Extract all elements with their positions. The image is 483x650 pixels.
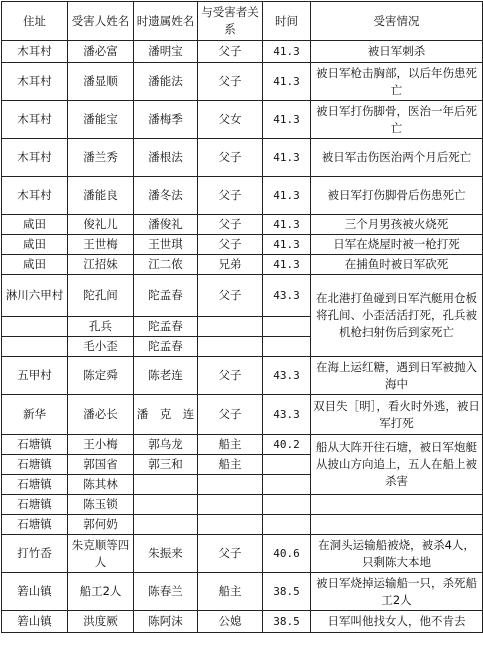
cell-victim: 潘能良 [68,177,134,215]
cell-address: 箬山镇 [2,611,68,633]
cell-relation [198,475,263,495]
cell-victim: 郭国省 [68,455,134,475]
cell-time: 41.3 [263,235,311,255]
cell-victim: 潘能宝 [68,101,134,139]
header-description: 受害情况 [311,2,483,41]
cell-address: 打竹岙 [2,535,68,573]
cell-relation [198,515,263,535]
cell-survivor: 王世琪 [134,235,198,255]
cell-relation: 船主 [198,573,263,611]
table-row [2,275,483,317]
cell-time [263,475,311,495]
cell-time: 41.3 [263,63,311,101]
cell-time: 41.3 [263,139,311,177]
cell-survivor [134,475,198,495]
cell-relation [198,495,263,515]
cell-description: 在洞头运输船被烧，被杀4人，只剩陈大本地 [311,535,483,573]
cell-time: 41.3 [263,101,311,139]
table-row [2,177,483,215]
cell-time: 38.5 [263,611,311,633]
cell-address: 木耳村 [2,177,68,215]
cell-description [311,515,483,535]
cell-relation: 公媳 [198,611,263,633]
cell-victim: 郭何奶 [68,515,134,535]
cell-relation [198,337,263,357]
table-row [2,63,483,101]
cell-relation: 船主 [198,455,263,475]
cell-relation: 父子 [198,357,263,395]
cell-address: 咸田 [2,255,68,275]
cell-survivor [134,495,198,515]
cell-address: 石塘镇 [2,475,68,495]
cell-survivor: 陈春兰 [134,573,198,611]
cell-address [2,337,68,357]
cell-relation: 父子 [198,139,263,177]
table-row [2,611,483,633]
header-survivor: 时遗属姓名 [134,2,198,41]
cell-survivor: 陀孟春 [134,317,198,337]
victims-table [1,1,483,633]
cell-time: 41.3 [263,255,311,275]
cell-time: 40.6 [263,535,311,573]
cell-survivor: 潘梅季 [134,101,198,139]
cell-relation: 父子 [198,215,263,235]
cell-description: 在海上运红糖，遇到日军被抛入海中 [311,357,483,395]
cell-victim: 王世梅 [68,235,134,255]
cell-victim: 陈定舜 [68,357,134,395]
cell-survivor: 郭乌龙 [134,435,198,455]
cell-relation: 父子 [198,535,263,573]
cell-survivor: 潘俊礼 [134,215,198,235]
table-row [2,573,483,611]
cell-description [311,495,483,515]
cell-description: 双目失［明］，看火时外逃，被日军打死 [311,395,483,435]
cell-address: 新华 [2,395,68,435]
cell-victim: 俊礼儿 [68,215,134,235]
cell-time: 41.3 [263,177,311,215]
cell-survivor: 郭三和 [134,455,198,475]
cell-survivor: 潘 克 连 [134,395,198,435]
cell-address: 石塘镇 [2,455,68,475]
cell-victim: 江招妹 [68,255,134,275]
cell-address: 咸田 [2,215,68,235]
cell-description: 在捕鱼时被日军砍死 [311,255,483,275]
table-row [2,395,483,435]
cell-survivor: 陈阿沫 [134,611,198,633]
cell-description: 在北港打鱼碰到日军汽艇用仓板将孔间、小歪活活打死，孔兵被机枪扫射伤后到家死亡 [311,275,483,357]
cell-address: 咸田 [2,235,68,255]
cell-relation: 船主 [198,435,263,455]
cell-description: 日军在烧屋时被一枪打死 [311,235,483,255]
cell-relation: 父子 [198,63,263,101]
cell-address: 箬山镇 [2,573,68,611]
cell-description: 被日军刺杀 [311,41,483,63]
cell-time [263,317,311,337]
header-relation: 与受害者关系 [198,2,263,41]
table-row [2,435,483,455]
table-row [2,215,483,235]
cell-victim: 陀孔间 [68,275,134,317]
cell-victim: 陈其林 [68,475,134,495]
table-row [2,139,483,177]
cell-address: 木耳村 [2,63,68,101]
cell-relation: 父子 [198,41,263,63]
cell-victim: 潘必长 [68,395,134,435]
cell-address: 木耳村 [2,139,68,177]
header-time: 时间 [263,2,311,41]
cell-survivor: 陀孟春 [134,337,198,357]
cell-description: 被日军击伤医治两个月后死亡 [311,139,483,177]
cell-survivor: 陈老连 [134,357,198,395]
cell-victim: 陈玉锁 [68,495,134,515]
cell-time [263,337,311,357]
table-row [2,495,483,515]
cell-time [263,455,311,475]
cell-victim: 朱克顺等四人 [68,535,134,573]
cell-victim: 孔兵 [68,317,134,337]
cell-time: 38.5 [263,573,311,611]
cell-description: 船从大阵开往石塘，被日军炮艇从披山方向追上，五人在船上被杀害 [311,435,483,495]
cell-victim: 王小梅 [68,435,134,455]
cell-victim: 潘显顺 [68,63,134,101]
cell-time: 43.3 [263,357,311,395]
cell-address: 五甲村 [2,357,68,395]
table-row [2,515,483,535]
cell-time [263,495,311,515]
table-row [2,255,483,275]
table-header-row [2,2,483,41]
cell-survivor: 陀孟春 [134,275,198,317]
cell-victim: 潘兰秀 [68,139,134,177]
cell-survivor: 江二侬 [134,255,198,275]
cell-address: 石塘镇 [2,515,68,535]
table-row [2,235,483,255]
cell-relation: 父子 [198,177,263,215]
cell-time: 41.3 [263,41,311,63]
cell-address: 木耳村 [2,41,68,63]
cell-description: 日军叫他找女人，他不肯去 [311,611,483,633]
table-row [2,357,483,395]
cell-victim: 潘必富 [68,41,134,63]
header-victim: 受害人姓名 [68,2,134,41]
cell-address: 石塘镇 [2,435,68,455]
cell-description: 三个月男孩被火烧死 [311,215,483,235]
cell-description: 被日军打伤脚骨，医治一年后死亡 [311,101,483,139]
cell-survivor: 朱振来 [134,535,198,573]
cell-address [2,317,68,337]
cell-survivor [134,515,198,535]
cell-address: 淋川六甲村 [2,275,68,317]
cell-relation: 父女 [198,101,263,139]
cell-relation: 父子 [198,235,263,255]
cell-relation: 父子 [198,275,263,317]
cell-time: 40.2 [263,435,311,455]
cell-survivor: 潘根法 [134,139,198,177]
cell-description: 被日军枪击胸部，以后年伤患死亡 [311,63,483,101]
header-address: 住址 [2,2,68,41]
cell-time [263,515,311,535]
cell-victim: 船工2人 [68,573,134,611]
cell-description: 被日军打伤脚骨后伤患死亡 [311,177,483,215]
cell-time: 41.3 [263,215,311,235]
cell-victim: 毛小歪 [68,337,134,357]
cell-survivor: 潘冬法 [134,177,198,215]
cell-relation [198,317,263,337]
cell-survivor: 潘能法 [134,63,198,101]
cell-relation: 兄弟 [198,255,263,275]
table-row [2,535,483,573]
cell-survivor: 潘明宝 [134,41,198,63]
table-row [2,41,483,63]
table-row [2,101,483,139]
cell-description: 被日军烧掉运输船一只，杀死船工2人 [311,573,483,611]
cell-address: 石塘镇 [2,495,68,515]
cell-relation: 父子 [198,395,263,435]
cell-victim: 洪度厥 [68,611,134,633]
cell-time: 43.3 [263,275,311,317]
cell-address: 木耳村 [2,101,68,139]
cell-time: 43.3 [263,395,311,435]
